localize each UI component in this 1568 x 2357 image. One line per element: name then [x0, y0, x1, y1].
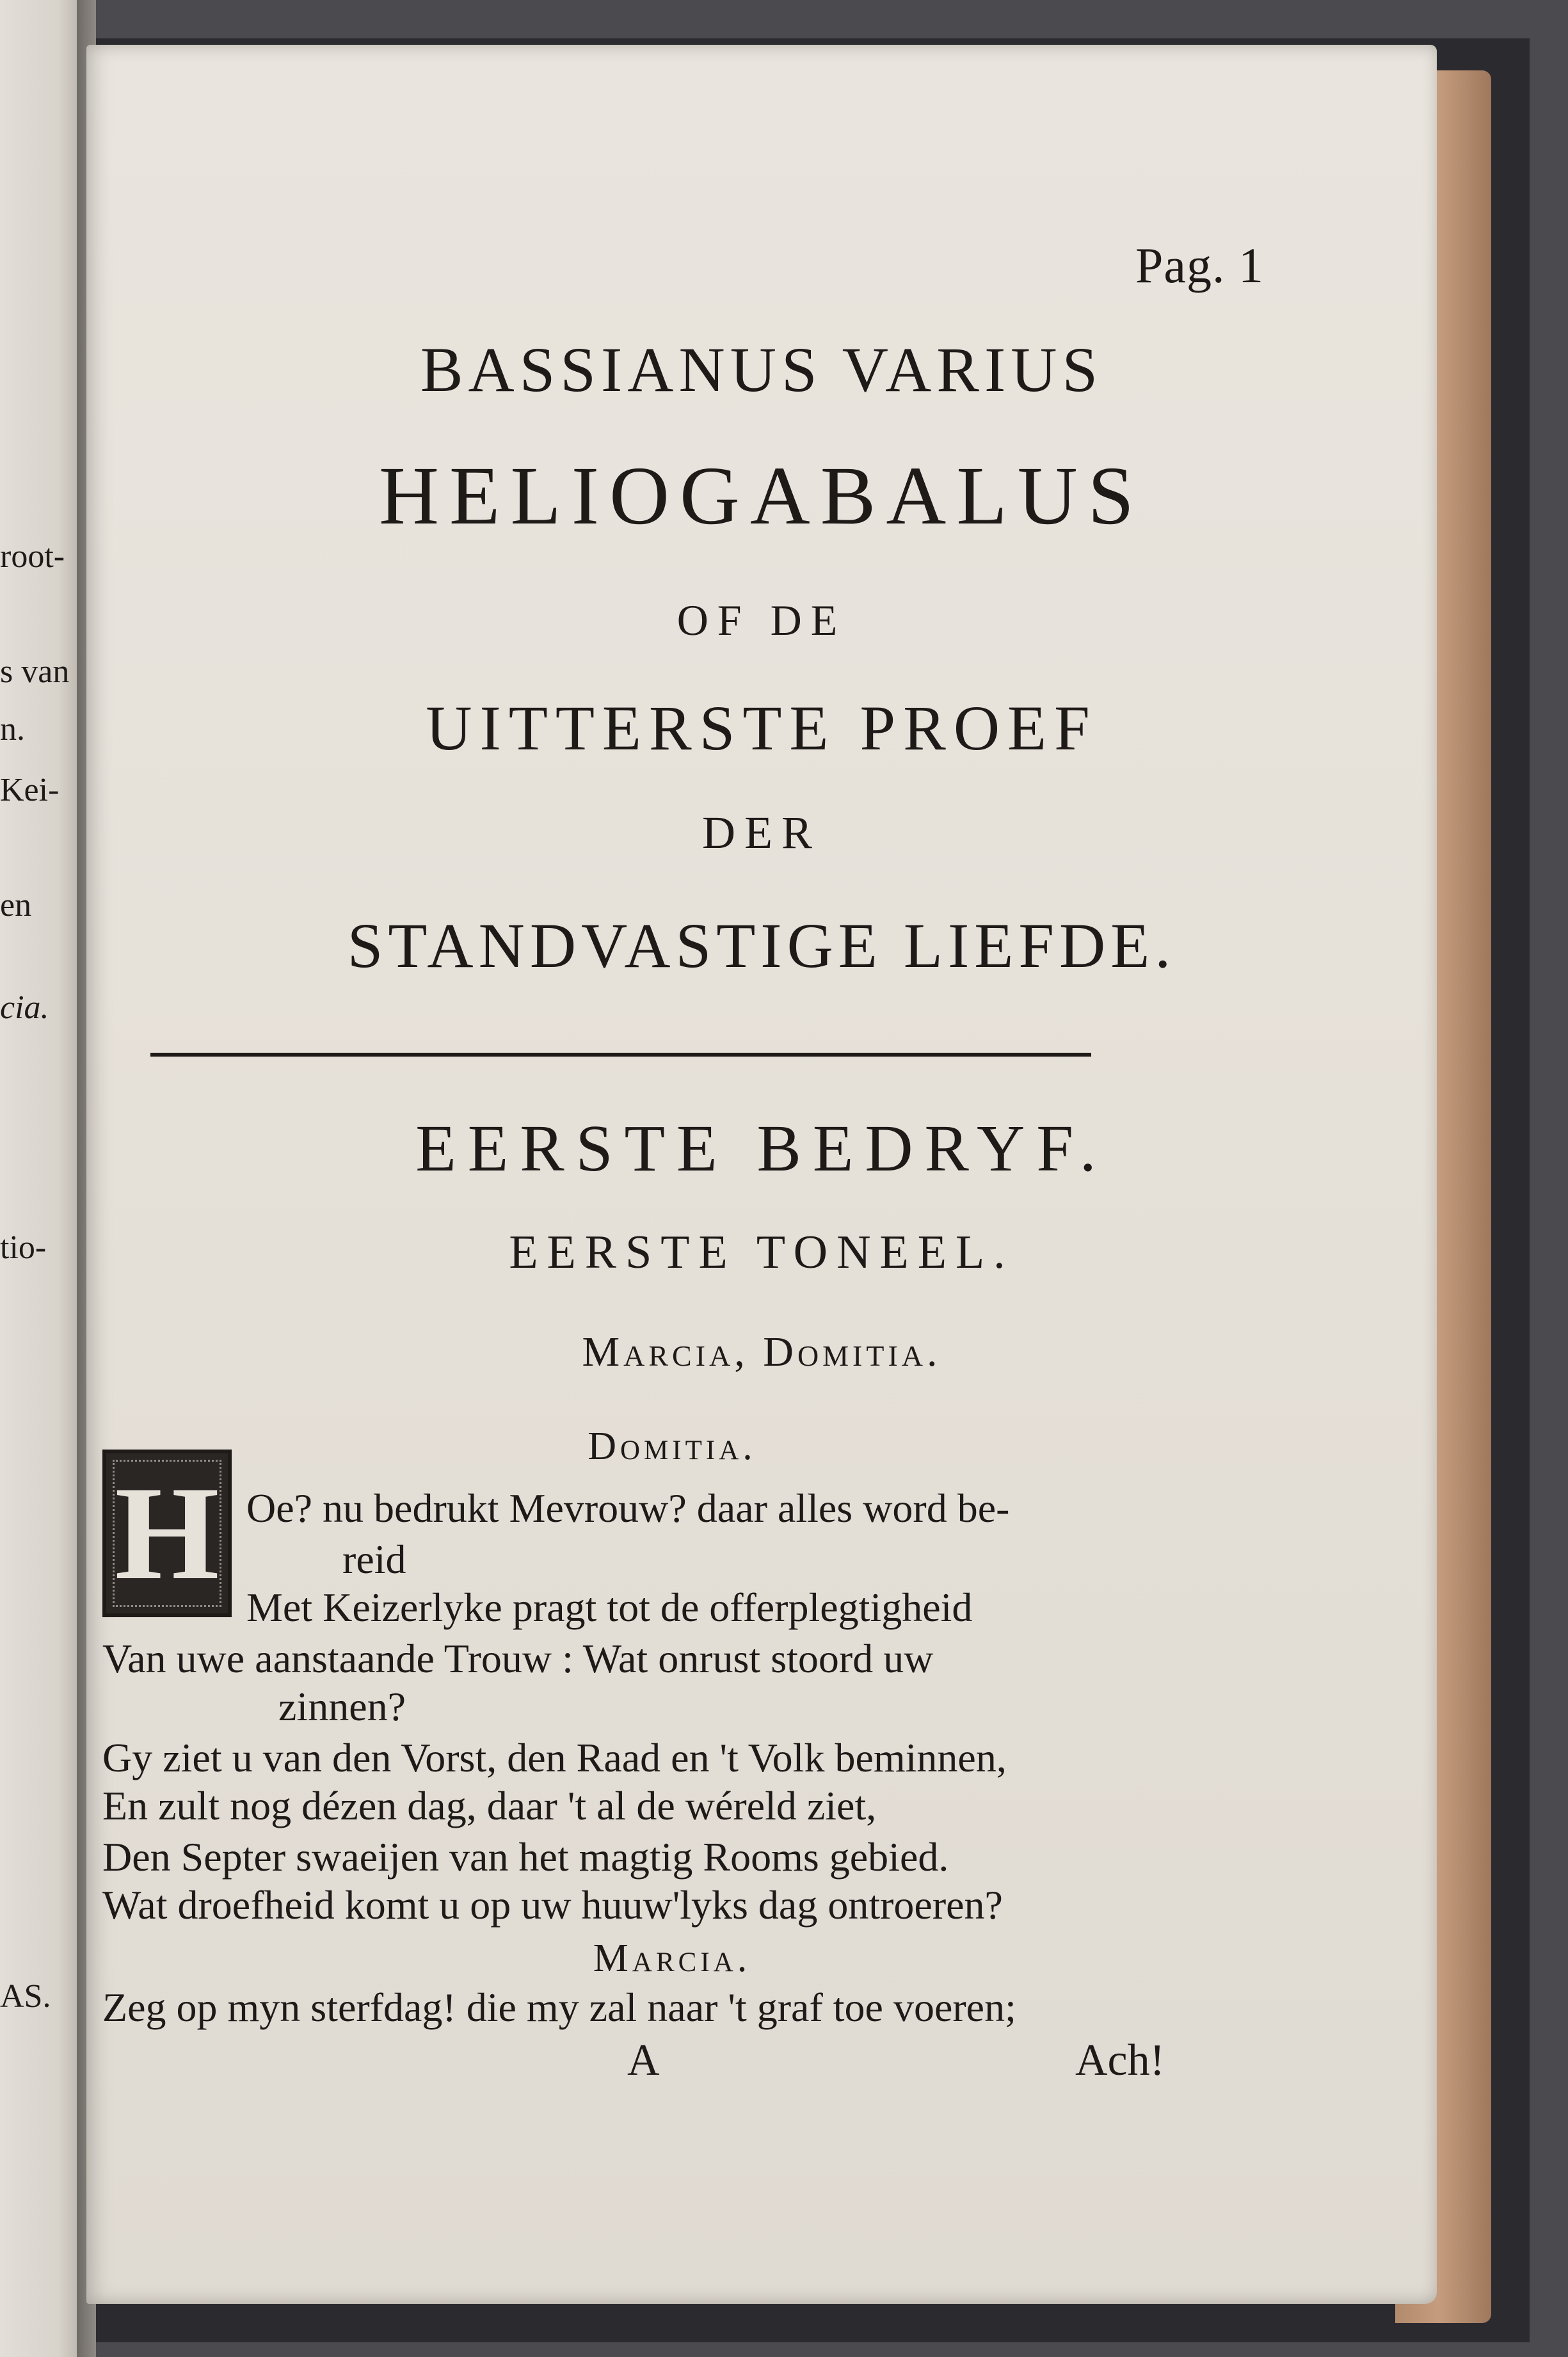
- left-fragment: en: [0, 887, 32, 923]
- previous-page-edge: [0, 0, 83, 2357]
- left-fragment: n.: [0, 711, 25, 747]
- title-line-2: HELIOGABALUS: [379, 450, 1144, 542]
- title-line-3: OF DE: [676, 596, 847, 644]
- left-fragment: root-: [0, 538, 65, 575]
- left-fragment: AS.: [0, 1978, 51, 2015]
- title-line-4: UITTERSTE PROEF: [426, 692, 1098, 763]
- title-line-5: DER: [702, 807, 821, 858]
- verse-line: zinnen?: [278, 1684, 406, 1729]
- verse-line: Wat droefheid komt u op uw huuw'lyks dag ontroeren?: [102, 1882, 1003, 1928]
- verse-line: Met Keizerlyke pragt tot de offerplegtigheid: [246, 1585, 973, 1630]
- left-fragment: cia.: [0, 989, 49, 1026]
- verse-line: Oe? nu bedrukt Mevrouw? daar alles word be-: [246, 1485, 1010, 1531]
- characters-list: Marcia, Domitia.: [582, 1329, 941, 1375]
- speaker-name: Domitia.: [588, 1425, 756, 1468]
- speaker-name: Marcia.: [593, 1937, 751, 1980]
- book-page: [86, 45, 1437, 2304]
- act-heading: EERSTE BEDRYF.: [415, 1112, 1108, 1185]
- left-fragment: tio-: [0, 1229, 47, 1266]
- title-line-1: BASSIANUS VARIUS: [420, 334, 1103, 405]
- verse-line: Van uwe aanstaande Trouw : Wat onrust stoord uw: [102, 1636, 934, 1681]
- decorated-initial: H: [102, 1450, 232, 1617]
- verse-line: reid: [342, 1537, 406, 1582]
- left-fragment: Kei-: [0, 772, 60, 808]
- verse-line: En zult nog dézen dag, daar 't al de wéreld ziet,: [102, 1783, 877, 1828]
- page-number: Pag. 1: [1135, 237, 1264, 293]
- catchword: Ach!: [1075, 2036, 1165, 2085]
- left-fragment: s van: [0, 653, 70, 690]
- verse-line: Zeg op myn sterfdag! die my zal naar 't graf toe voeren;: [102, 1985, 1016, 2030]
- horizontal-rule: [150, 1053, 1091, 1057]
- signature-mark: A: [627, 2036, 660, 2085]
- title-line-6: STANDVASTIGE LIEFDE.: [347, 910, 1176, 981]
- verse-line: Den Septer swaeijen van het magtig Rooms gebied.: [102, 1834, 949, 1880]
- scene-heading: EERSTE TONEEL.: [509, 1226, 1014, 1279]
- verse-line: Gy ziet u van den Vorst, den Raad en 't Volk beminnen,: [102, 1735, 1007, 1780]
